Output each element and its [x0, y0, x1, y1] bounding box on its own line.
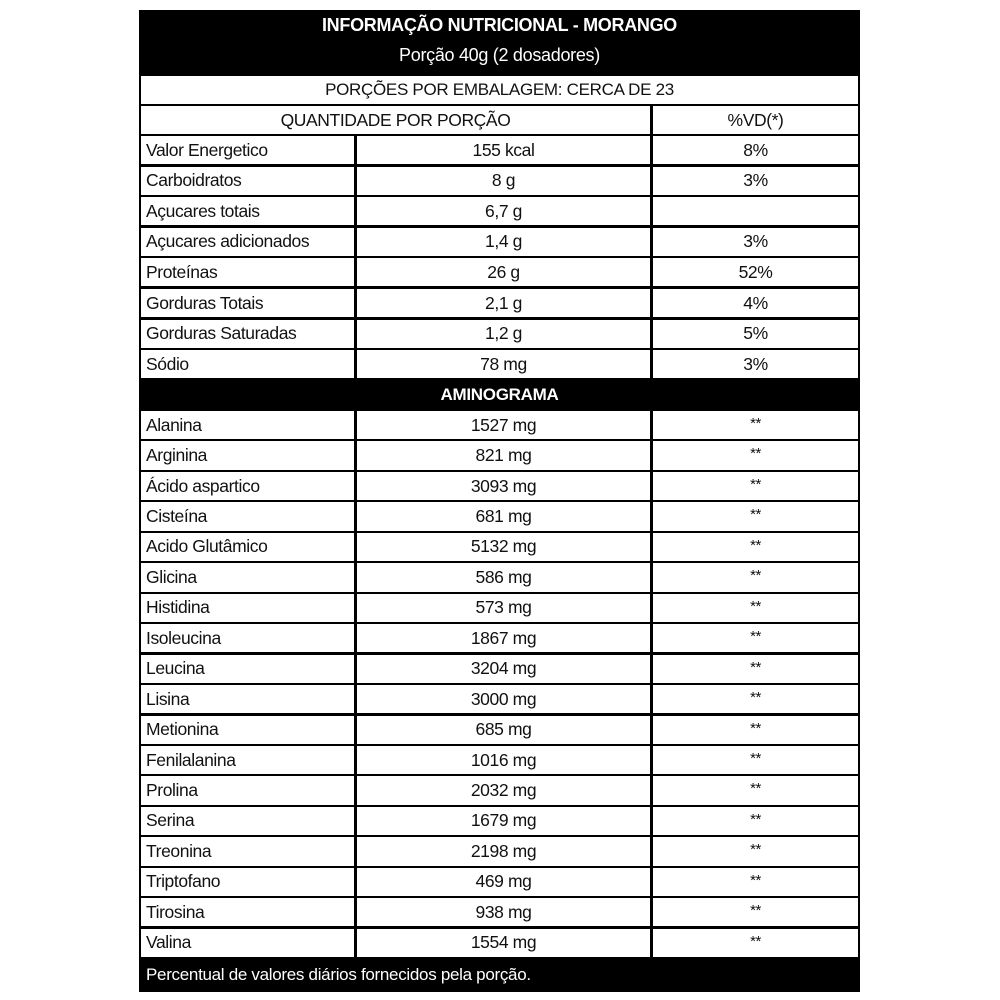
- item-amount: 2,1 g: [357, 289, 650, 317]
- amino-acid-row: [141, 533, 858, 561]
- item-name: Carboidratos: [141, 167, 354, 195]
- quantity-column-header: QUANTIDADE POR PORÇÃO: [141, 106, 650, 134]
- item-name: Açucares totais: [141, 197, 354, 225]
- item-amount: 1554 mg: [357, 929, 650, 957]
- item-name: Triptofano: [141, 868, 354, 896]
- item-name: Tirosina: [141, 898, 354, 926]
- item-daily-value: 3%: [653, 228, 858, 256]
- item-daily-value: **: [653, 502, 858, 530]
- item-daily-value: **: [653, 624, 858, 652]
- item-amount: 78 mg: [357, 350, 650, 378]
- amino-acid-row: [141, 776, 858, 804]
- table-header: [139, 10, 860, 74]
- item-name: Açucares adicionados: [141, 228, 354, 256]
- item-daily-value: **: [653, 807, 858, 835]
- item-amount: 6,7 g: [357, 197, 650, 225]
- portion-size: Porção 40g (2 dosadores): [399, 45, 600, 65]
- nutrient-row: [141, 289, 858, 317]
- item-name: Sódio: [141, 350, 354, 378]
- amino-acid-row: [141, 746, 858, 774]
- item-amount: 155 kcal: [357, 136, 650, 164]
- item-name: Acido Glutâmico: [141, 533, 354, 561]
- item-amount: 685 mg: [357, 716, 650, 744]
- amino-acid-row: [141, 929, 858, 957]
- nutrient-row: [141, 320, 858, 348]
- item-daily-value: **: [653, 533, 858, 561]
- amino-acid-row: [141, 624, 858, 652]
- item-daily-value: 3%: [653, 167, 858, 195]
- item-daily-value: **: [653, 868, 858, 896]
- item-daily-value: **: [653, 563, 858, 591]
- item-name: Cisteína: [141, 502, 354, 530]
- item-name: Histidina: [141, 594, 354, 622]
- item-daily-value: 52%: [653, 258, 858, 286]
- item-amount: 1527 mg: [357, 411, 650, 439]
- nutrient-row: [141, 197, 858, 225]
- nutrient-row: [141, 228, 858, 256]
- amino-acid-row: [141, 655, 858, 683]
- item-name: Leucina: [141, 655, 354, 683]
- item-daily-value: **: [653, 929, 858, 957]
- item-name: Fenilalanina: [141, 746, 354, 774]
- amino-acid-row: [141, 898, 858, 926]
- item-amount: 1679 mg: [357, 807, 650, 835]
- amino-acid-row: [141, 502, 858, 530]
- nutrient-row: [141, 350, 858, 378]
- item-daily-value: [653, 197, 858, 225]
- footer-note: Percentual de valores diários fornecidos pela porção.: [139, 958, 860, 992]
- item-name: Metionina: [141, 716, 354, 744]
- item-daily-value: **: [653, 685, 858, 713]
- item-name: Gorduras Totais: [141, 289, 354, 317]
- item-daily-value: **: [653, 411, 858, 439]
- item-amount: 2198 mg: [357, 837, 650, 865]
- item-amount: 8 g: [357, 167, 650, 195]
- item-amount: 821 mg: [357, 441, 650, 469]
- item-name: Serina: [141, 807, 354, 835]
- amino-acid-row: [141, 685, 858, 713]
- item-daily-value: **: [653, 746, 858, 774]
- amino-acid-row: [141, 472, 858, 500]
- item-daily-value: **: [653, 716, 858, 744]
- item-amount: 1,4 g: [357, 228, 650, 256]
- item-amount: 586 mg: [357, 563, 650, 591]
- aminogram-title: AMINOGRAMA: [139, 380, 860, 410]
- item-name: Ácido aspartico: [141, 472, 354, 500]
- item-daily-value: 4%: [653, 289, 858, 317]
- amino-acid-row: [141, 441, 858, 469]
- table-title: INFORMAÇÃO NUTRICIONAL - MORANGO: [321, 15, 678, 35]
- column-header-row: [141, 106, 858, 134]
- item-name: Lisina: [141, 685, 354, 713]
- item-daily-value: 5%: [653, 320, 858, 348]
- item-amount: 5132 mg: [357, 533, 650, 561]
- item-daily-value: **: [653, 655, 858, 683]
- servings-per-package: PORÇÕES POR EMBALAGEM: CERCA DE 23: [141, 76, 858, 104]
- amino-acid-row: [141, 868, 858, 896]
- item-name: Treonina: [141, 837, 354, 865]
- item-amount: 3093 mg: [357, 472, 650, 500]
- amino-acid-row: [141, 563, 858, 591]
- item-amount: 1016 mg: [357, 746, 650, 774]
- item-daily-value: 3%: [653, 350, 858, 378]
- nutrient-row: [141, 258, 858, 286]
- amino-acid-row: [141, 594, 858, 622]
- item-daily-value: **: [653, 472, 858, 500]
- item-daily-value: **: [653, 776, 858, 804]
- amino-acid-row: [141, 837, 858, 865]
- item-name: Arginina: [141, 441, 354, 469]
- item-daily-value: 8%: [653, 136, 858, 164]
- amino-acid-row: [141, 807, 858, 835]
- item-amount: 3000 mg: [357, 685, 650, 713]
- item-name: Prolina: [141, 776, 354, 804]
- item-amount: 469 mg: [357, 868, 650, 896]
- amino-acid-row: [141, 411, 858, 439]
- item-amount: 573 mg: [357, 594, 650, 622]
- item-amount: 681 mg: [357, 502, 650, 530]
- nutrition-facts-table: [139, 10, 860, 992]
- item-name: Gorduras Saturadas: [141, 320, 354, 348]
- item-amount: 938 mg: [357, 898, 650, 926]
- item-name: Alanina: [141, 411, 354, 439]
- item-amount: 2032 mg: [357, 776, 650, 804]
- amino-acid-row: [141, 716, 858, 744]
- item-amount: 1,2 g: [357, 320, 650, 348]
- nutrient-row: [141, 167, 858, 195]
- item-name: Valina: [141, 929, 354, 957]
- item-name: Glicina: [141, 563, 354, 591]
- item-amount: 26 g: [357, 258, 650, 286]
- item-daily-value: **: [653, 594, 858, 622]
- vd-column-header: %VD(*): [653, 106, 858, 134]
- item-amount: 3204 mg: [357, 655, 650, 683]
- item-name: Isoleucina: [141, 624, 354, 652]
- nutrient-row: [141, 136, 858, 164]
- item-name: Valor Energetico: [141, 136, 354, 164]
- item-daily-value: **: [653, 837, 858, 865]
- item-daily-value: **: [653, 441, 858, 469]
- item-daily-value: **: [653, 898, 858, 926]
- item-name: Proteínas: [141, 258, 354, 286]
- item-amount: 1867 mg: [357, 624, 650, 652]
